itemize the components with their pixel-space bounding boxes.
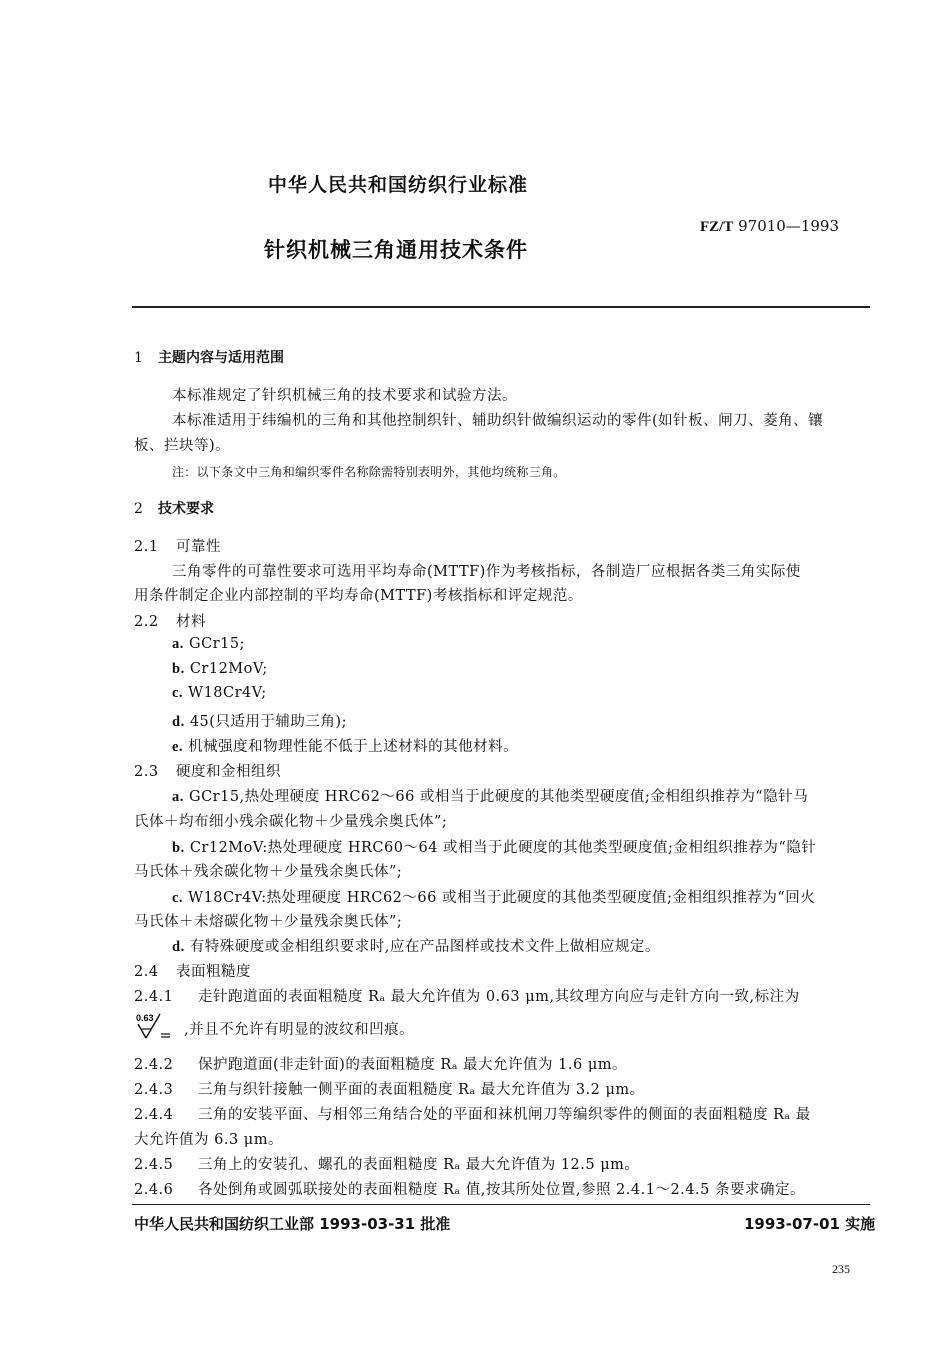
document-title: 针织机械三角通用技术条件 <box>264 238 528 262</box>
s242-text: 保护跑道面(非走针面)的表面粗糙度 Rₐ 最大允许值为 1.6 μm。 <box>198 1057 627 1073</box>
s22-item-c <box>172 685 267 702</box>
s23-item-a-label: a. <box>172 789 184 805</box>
roughness-symbol-icon <box>134 1012 180 1040</box>
s241-number: 2.4.1 <box>134 989 174 1005</box>
s22-item-b <box>172 661 268 678</box>
s244-text: 三角的安装平面、与相邻三角结合处的平面和袜机闸刀等编织零件的侧面的表面粗糙度 Rₐ 最 <box>198 1107 811 1123</box>
s246 <box>134 1178 805 1199</box>
s22-item-c-text: W18Cr4V; <box>188 685 267 701</box>
s23-item-d <box>172 935 660 956</box>
section-2-title: 技术要求 <box>158 501 214 517</box>
section-2-number: 2 <box>134 501 143 517</box>
page-number: 235 <box>832 1262 850 1276</box>
s246-number: 2.4.6 <box>134 1182 174 1198</box>
s21-title: 可靠性 <box>176 539 221 555</box>
standard-code-prefix: FZ/T <box>700 219 734 235</box>
s22-item-a-text: GCr15; <box>188 636 245 652</box>
s22-item-e-text: 机械强度和物理性能不低于上述材料的其他材料。 <box>188 739 519 755</box>
standard-code <box>700 217 839 236</box>
s23-item-c-text: W18Cr4V:热处理硬度 HRC62～66 或相当于此硬度的其他类型硬度值;金相组织推荐为“回火 <box>188 890 816 906</box>
s244-number: 2.4.4 <box>134 1107 174 1123</box>
section-2-heading <box>134 498 214 518</box>
s23-item-d-text: 有特殊硬度或金相组织要求时,应在产品图样或技术文件上做相应规定。 <box>189 939 660 955</box>
s22-item-e-label: e. <box>172 739 184 755</box>
s21-number: 2.1 <box>134 539 159 555</box>
s24-heading <box>134 960 251 981</box>
s22-item-a-label: a. <box>172 636 184 652</box>
s21-heading <box>134 535 221 556</box>
roughness-symbol-value: 0.63 <box>136 1013 154 1023</box>
s243-number: 2.4.3 <box>134 1082 174 1098</box>
s1-note: 注：以下条文中三角和编织零件名称除需特别表明外，其他均统称三角。 <box>172 465 566 479</box>
s24-title: 表面粗糙度 <box>176 964 251 980</box>
s23-item-c-label: c. <box>172 890 184 906</box>
s23-item-c-line-1 <box>172 886 815 907</box>
s22-number: 2.2 <box>134 614 159 630</box>
section-1-title: 主题内容与适用范围 <box>158 350 284 366</box>
s246-text: 各处倒角或圆弧联接处的表面粗糙度 Rₐ 值,按其所处位置,参照 2.4.1～2.4.5 条要求确定。 <box>198 1182 805 1198</box>
s245 <box>134 1153 639 1174</box>
s23-item-a-text: GCr15,热处理硬度 HRC62～66 或相当于此硬度的其他类型硬度值;金相组织推荐为“隐针马 <box>188 789 809 805</box>
s22-item-e <box>172 735 518 756</box>
s22-item-a <box>172 636 245 653</box>
standard-code-number: 97010—1993 <box>738 217 840 235</box>
s22-item-b-label: b. <box>172 661 185 677</box>
s23-item-a-line-1 <box>172 785 808 806</box>
s22-title: 材料 <box>176 614 206 630</box>
s241-line-1 <box>134 985 800 1006</box>
s23-item-d-label: d. <box>172 939 185 955</box>
s245-text: 三角上的安装孔、螺孔的表面粗糙度 Rₐ 最大允许值为 12.5 μm。 <box>198 1157 640 1173</box>
s23-item-b-label: b. <box>172 840 185 856</box>
effective-date: 1993-07-01 实施 <box>744 1215 876 1233</box>
s243 <box>134 1078 645 1099</box>
s23-item-b-line-1 <box>172 836 816 857</box>
s23-item-c-line-2: 马氏体＋未熔碳化物＋少量残余奥氏体”; <box>134 914 403 930</box>
s23-heading <box>134 760 281 781</box>
s22-item-d-text: 45(只适用于辅助三角); <box>189 714 347 730</box>
s23-item-b-text: Cr12MoV:热处理硬度 HRC60～64 或相当于此硬度的其他类型硬度值;金相组织推荐为“隐针 <box>189 840 817 856</box>
s242-number: 2.4.2 <box>134 1057 174 1073</box>
s23-number: 2.3 <box>134 764 159 780</box>
s1-paragraph-1: 本标准规定了针织机械三角的技术要求和试验方法。 <box>172 388 517 404</box>
s23-item-a-line-2: 氏体＋均布细小残余碳化物＋少量残余奥氏体”; <box>134 814 448 830</box>
s22-item-c-label: c. <box>172 685 184 701</box>
header-divider <box>132 306 870 308</box>
issuing-authority: 中华人民共和国纺织行业标准 <box>268 174 529 196</box>
approval-line: 中华人民共和国纺织工业部 1993-03-31 批准 <box>134 1215 451 1233</box>
s241-text: 走针跑道面的表面粗糙度 Rₐ 最大允许值为 0.63 μm,其纹理方向应与走针方向一致,标注为 <box>198 989 800 1005</box>
s241-line-2: ,并且不允许有明显的波纹和凹痕。 <box>184 1022 415 1038</box>
s245-number: 2.4.5 <box>134 1157 174 1173</box>
s22-item-b-text: Cr12MoV; <box>189 661 268 677</box>
s23-title: 硬度和金相组织 <box>176 764 281 780</box>
s242 <box>134 1053 627 1074</box>
s1-paragraph-2-line-2: 板、拦块等)。 <box>134 438 231 454</box>
section-1-heading <box>134 347 284 367</box>
s1-paragraph-2-line-1: 本标准适用于纬编机的三角和其他控制织针、辅助织针做编织运动的零件(如针板、闸刀、菱角、镶 <box>172 413 824 429</box>
s21-paragraph-line-1: 三角零件的可靠性要求可选用平均寿命(MTTF)作为考核指标，各制造厂应根据各类三角实际使 <box>172 564 801 580</box>
section-1-number: 1 <box>134 350 143 366</box>
s22-heading <box>134 610 206 631</box>
s22-item-d <box>172 710 347 731</box>
s243-text: 三角与织针接触一侧平面的表面粗糙度 Rₐ 最大允许值为 3.2 μm。 <box>198 1082 645 1098</box>
s23-item-b-line-2: 马氏体＋残余碳化物＋少量残余奥氏体”; <box>134 864 403 880</box>
s24-number: 2.4 <box>134 964 159 980</box>
s21-paragraph-line-2: 用条件制定企业内部控制的平均寿命(MTTF)考核指标和评定规范。 <box>134 588 583 604</box>
s244-line-1 <box>134 1103 811 1124</box>
s22-item-d-label: d. <box>172 714 185 730</box>
s244-line-2: 大允许值为 6.3 μm。 <box>134 1132 283 1148</box>
footer-divider <box>132 1204 870 1205</box>
